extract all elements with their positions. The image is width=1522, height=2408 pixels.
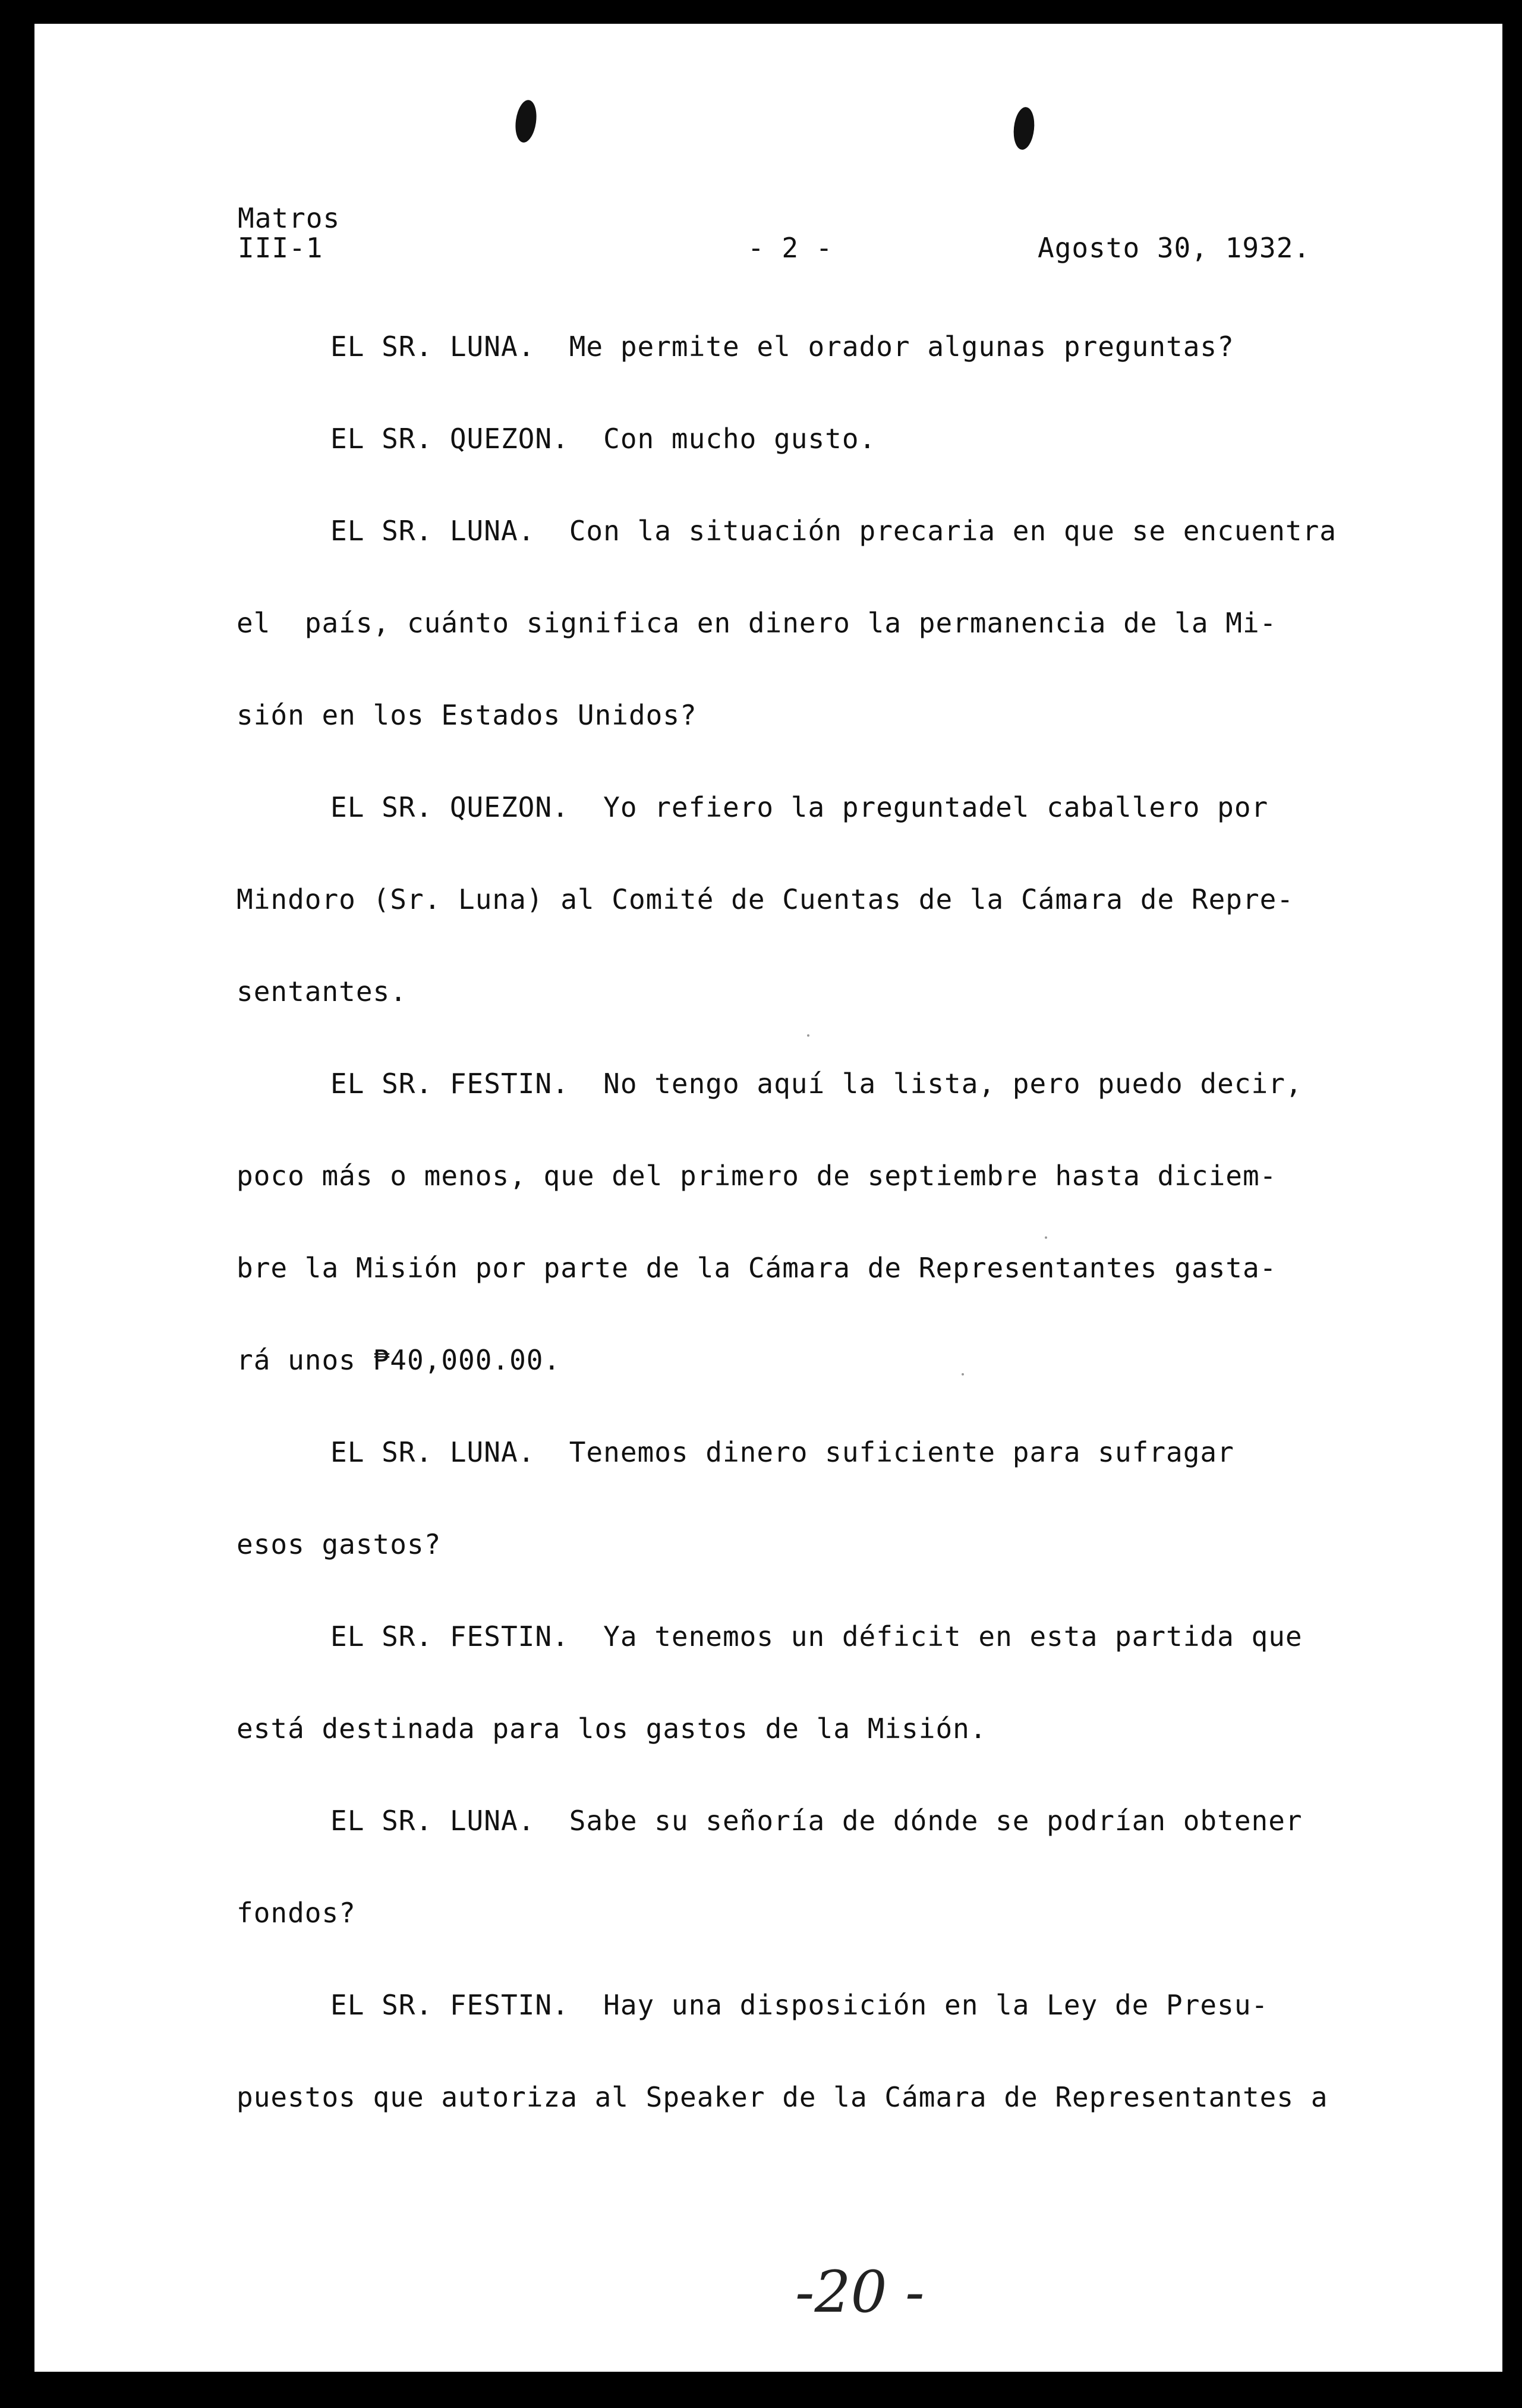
punch-hole	[1011, 106, 1036, 150]
speech-line	[330, 330, 1234, 363]
speech-line	[330, 1620, 1303, 1652]
line-text: esos gastos?	[237, 1528, 442, 1560]
speech-line	[330, 515, 1337, 547]
header-date: Agosto 30, 1932.	[1038, 232, 1311, 264]
speaker-label: EL SR. FESTIN.	[330, 1989, 569, 2021]
speaker-label: EL SR. LUNA.	[330, 1436, 535, 1468]
speech-line	[330, 1438, 1234, 1466]
speech-line	[330, 423, 877, 455]
line-text: Ya tenemos un déficit en esta partida que	[603, 1620, 1303, 1652]
line-text: rá unos ₱40,000.00.	[237, 1344, 561, 1376]
speech-line	[330, 791, 1269, 823]
continuation-line	[237, 975, 407, 1008]
line-text: bre la Misión por parte de la Cámara de Representantes gasta-	[237, 1252, 1277, 1284]
continuation-line	[237, 1160, 1277, 1192]
continuation-line	[237, 1899, 356, 1927]
header-section: III-1	[238, 232, 323, 264]
speech-line	[330, 1991, 1268, 2019]
header-name: Matros	[238, 202, 341, 234]
line-text: Yo refiero la preguntadel caballero por	[603, 791, 1269, 823]
line-text: está destinada para los gastos de la Misión.	[237, 1713, 987, 1745]
line-text: Con mucho gusto.	[603, 423, 877, 455]
document-page	[34, 24, 1502, 2372]
continuation-line	[237, 883, 1294, 915]
header-page-number: - 2 -	[748, 232, 833, 264]
speaker-label: EL SR. LUNA.	[330, 330, 535, 363]
line-text: Mindoro (Sr. Luna) al Comité de Cuentas de la Cámara de Repre-	[237, 883, 1294, 915]
line-text: Sabe su señoría de dónde se podrían obtener	[569, 1805, 1303, 1837]
scan-speck	[1045, 1236, 1047, 1239]
line-text: Con la situación precaria en que se encuentra	[569, 515, 1337, 547]
speaker-label: EL SR. QUEZON.	[330, 423, 569, 455]
punch-hole	[513, 99, 539, 144]
continuation-line	[237, 1528, 442, 1560]
speaker-label: EL SR. QUEZON.	[330, 791, 569, 823]
speech-line	[330, 1068, 1303, 1100]
line-text: sentantes.	[237, 975, 407, 1008]
line-text: Tenemos dinero suficiente para sufragar	[569, 1436, 1234, 1468]
line-text: el país, cuánto significa en dinero la permanencia de la Mi-	[237, 607, 1277, 639]
line-text: fondos?	[237, 1897, 356, 1929]
continuation-line	[237, 701, 697, 729]
speaker-label: EL SR. FESTIN.	[330, 1620, 569, 1652]
speaker-label: EL SR. FESTIN.	[330, 1068, 569, 1100]
continuation-line	[237, 1346, 560, 1374]
line-text: Hay una disposición en la Ley de Presu-	[603, 1989, 1269, 2021]
line-text: Me permite el orador algunas preguntas?	[569, 330, 1234, 363]
line-text: sión en los Estados Unidos?	[237, 699, 697, 731]
continuation-line	[237, 609, 1277, 637]
speech-line	[330, 1805, 1303, 1837]
line-text: poco más o menos, que del primero de septiembre hasta diciem-	[237, 1160, 1277, 1192]
scan-speck	[962, 1373, 964, 1375]
speaker-label: EL SR. LUNA.	[330, 515, 535, 547]
line-text: No tengo aquí la lista, pero puedo decir,	[603, 1068, 1303, 1100]
continuation-line	[237, 1254, 1277, 1282]
continuation-line	[237, 2083, 1328, 2111]
speaker-label: EL SR. LUNA.	[330, 1805, 535, 1837]
handwritten-page-number: -20 -	[795, 2259, 925, 2325]
line-text: puestos que autoriza al Speaker de la Cámara de Representantes a	[237, 2081, 1328, 2113]
scan-speck	[807, 1034, 809, 1037]
continuation-line	[237, 1713, 987, 1745]
